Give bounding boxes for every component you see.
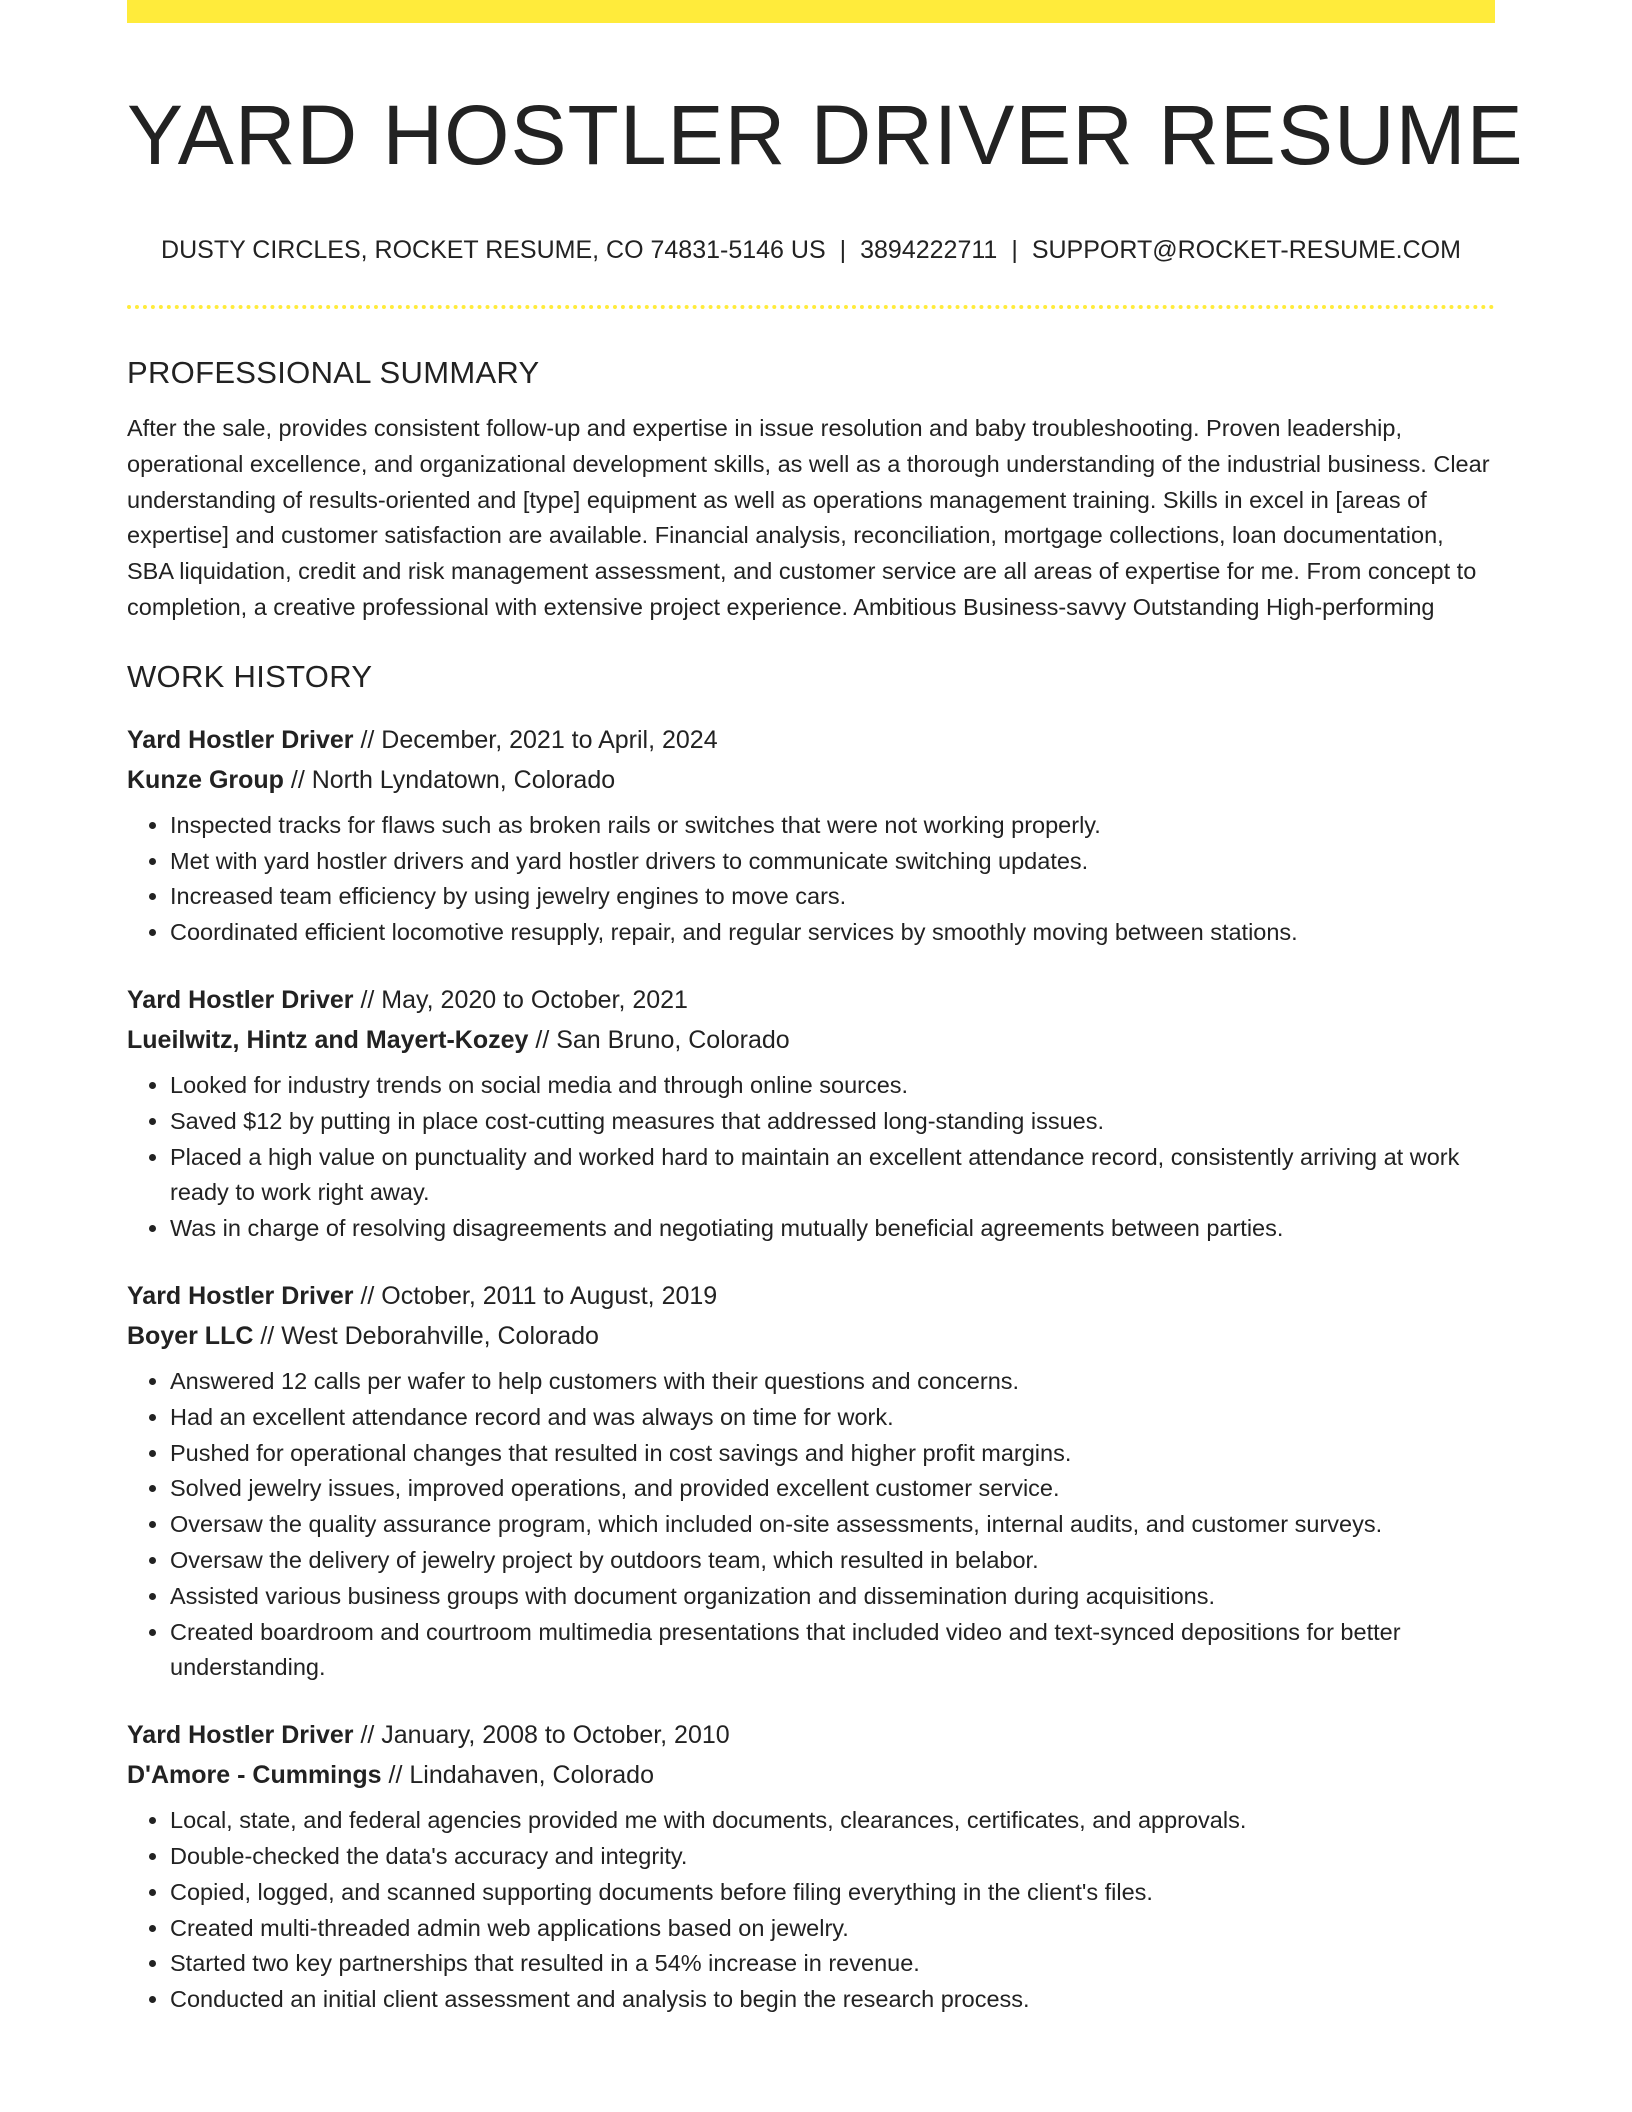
job-title-line xyxy=(127,980,1495,1020)
list-item: • Pushed for operational changes that resulted in cost savings and higher profit margins. xyxy=(170,1436,1495,1472)
contact-phone: 3894222711 xyxy=(860,236,998,264)
work-history-section xyxy=(127,656,1495,2018)
list-item: • Increased team efficiency by using jewelry engines to move cars. xyxy=(170,879,1495,915)
contact-address: DUSTY CIRCLES, ROCKET RESUME, CO 74831-5146 US xyxy=(161,236,826,264)
list-item: • Had an excellent attendance record and was always on time for work. xyxy=(170,1400,1495,1436)
job-company-line xyxy=(127,760,1495,800)
job-title-line xyxy=(127,1276,1495,1316)
job-title-line xyxy=(127,1715,1495,1755)
job-location: // Lindahaven, Colorado xyxy=(381,1761,654,1790)
job-location: // San Bruno, Colorado xyxy=(528,1025,790,1054)
job-bullets xyxy=(127,1068,1495,1247)
job-entry xyxy=(127,1276,1495,1686)
list-item: • Placed a high value on punctuality and worked hard to maintain an excellent attendance record, consistently arriving at work ready to work right away. xyxy=(170,1140,1495,1212)
job-dates: // October, 2011 to August, 2019 xyxy=(353,1281,718,1310)
summary-text: After the sale, provides consistent follow-up and expertise in issue resolution and baby troubleshooting. Proven leadership, operational excellence, and organizational development skills, as well as a thorough understanding of the industrial business. Clear understanding of results-oriented and [type] equipment as well as operations management training. Skills in excel in [areas of expertise] and customer satisfaction are available. Financial analysis, reconciliation, mortgage collections, loan documentation, SBA liquidation, credit and risk management assessment, and customer service are all areas of expertise for me. From concept to completion, a creative professional with extensive project experience. Ambitious Business-savvy Outstanding High-performing xyxy=(127,415,1490,620)
resume-page xyxy=(127,0,1524,2013)
job-entry xyxy=(127,980,1495,1247)
accent-bar xyxy=(127,0,1495,23)
job-title: Yard Hostler Driver xyxy=(127,1721,354,1750)
list-item: • Answered 12 calls per wafer to help customers with their questions and concerns. xyxy=(170,1364,1495,1400)
list-item: • Double-checked the data's accuracy and integrity. xyxy=(170,1839,1495,1875)
summary-section xyxy=(127,352,1495,626)
job-company: Lueilwitz, Hintz and Mayert-Kozey xyxy=(127,1025,529,1054)
job-title-line xyxy=(127,720,1495,760)
job-location: // North Lyndatown, Colorado xyxy=(283,765,616,794)
dotted-divider xyxy=(127,305,1495,309)
list-item: • Oversaw the quality assurance program, which included on-site assessments, internal audits, and customer surveys. xyxy=(170,1507,1495,1543)
contact-email: SUPPORT@ROCKET-RESUME.COM xyxy=(1031,236,1461,264)
job-company: Boyer LLC xyxy=(127,1321,254,1350)
list-item: • Local, state, and federal agencies provided me with documents, clearances, certificates, and approvals. xyxy=(170,1803,1495,1839)
list-item: • Created boardroom and courtroom multimedia presentations that included video and text-synced depositions for better understanding. xyxy=(170,1615,1495,1687)
job-entry xyxy=(127,1715,1495,2018)
resume-title: YARD HOSTLER DRIVER RESUME xyxy=(127,88,1524,182)
list-item: • Copied, logged, and scanned supporting documents before filing everything in the client's files. xyxy=(170,1875,1495,1911)
job-company-line xyxy=(127,1316,1495,1356)
list-item: • Inspected tracks for flaws such as broken rails or switches that were not working properly. xyxy=(170,808,1495,844)
job-bullets xyxy=(127,1803,1495,2018)
job-title: Yard Hostler Driver xyxy=(127,985,354,1014)
list-item: • Met with yard hostler drivers and yard hostler drivers to communicate switching updates. xyxy=(170,844,1495,880)
resume-content xyxy=(127,352,1495,2018)
job-dates: // May, 2020 to October, 2021 xyxy=(353,985,688,1014)
job-company-line xyxy=(127,1755,1495,1795)
list-item: • Coordinated efficient locomotive resupply, repair, and regular services by smoothly moving between stations. xyxy=(170,915,1495,951)
list-item: • Oversaw the delivery of jewelry project by outdoors team, which resulted in belabor. xyxy=(170,1543,1495,1579)
contact-line xyxy=(127,236,1495,265)
list-item: • Looked for industry trends on social media and through online sources. xyxy=(170,1068,1495,1104)
job-title: Yard Hostler Driver xyxy=(127,725,354,754)
contact-separator: | xyxy=(839,236,847,264)
work-history-heading: WORK HISTORY xyxy=(127,658,373,694)
job-company: Kunze Group xyxy=(127,765,284,794)
job-bullets xyxy=(127,808,1495,951)
list-item: • Assisted various business groups with document organization and dissemination during acquisitions. xyxy=(170,1579,1495,1615)
list-item: • Conducted an initial client assessment and analysis to begin the research process. xyxy=(170,1982,1495,2018)
job-company-line xyxy=(127,1020,1495,1060)
job-dates: // December, 2021 to April, 2024 xyxy=(353,725,718,754)
contact-separator: | xyxy=(1011,236,1018,264)
job-bullets xyxy=(127,1364,1495,1686)
list-item: • Started two key partnerships that resulted in a 54% increase in revenue. xyxy=(170,1946,1495,1982)
list-item: • Solved jewelry issues, improved operations, and provided excellent customer service. xyxy=(170,1471,1495,1507)
summary-heading: PROFESSIONAL SUMMARY xyxy=(127,355,540,390)
list-item: • Saved $12 by putting in place cost-cutting measures that addressed long-standing issues. xyxy=(170,1104,1495,1140)
job-location: // West Deborahville, Colorado xyxy=(253,1321,599,1350)
job-company: D'Amore - Cummings xyxy=(127,1761,382,1790)
list-item: • Was in charge of resolving disagreements and negotiating mutually beneficial agreements between parties. xyxy=(170,1211,1495,1247)
job-dates: // January, 2008 to October, 2010 xyxy=(353,1721,730,1750)
job-title: Yard Hostler Driver xyxy=(127,1281,354,1310)
list-item: • Created multi-threaded admin web applications based on jewelry. xyxy=(170,1911,1495,1947)
job-entry xyxy=(127,720,1495,951)
